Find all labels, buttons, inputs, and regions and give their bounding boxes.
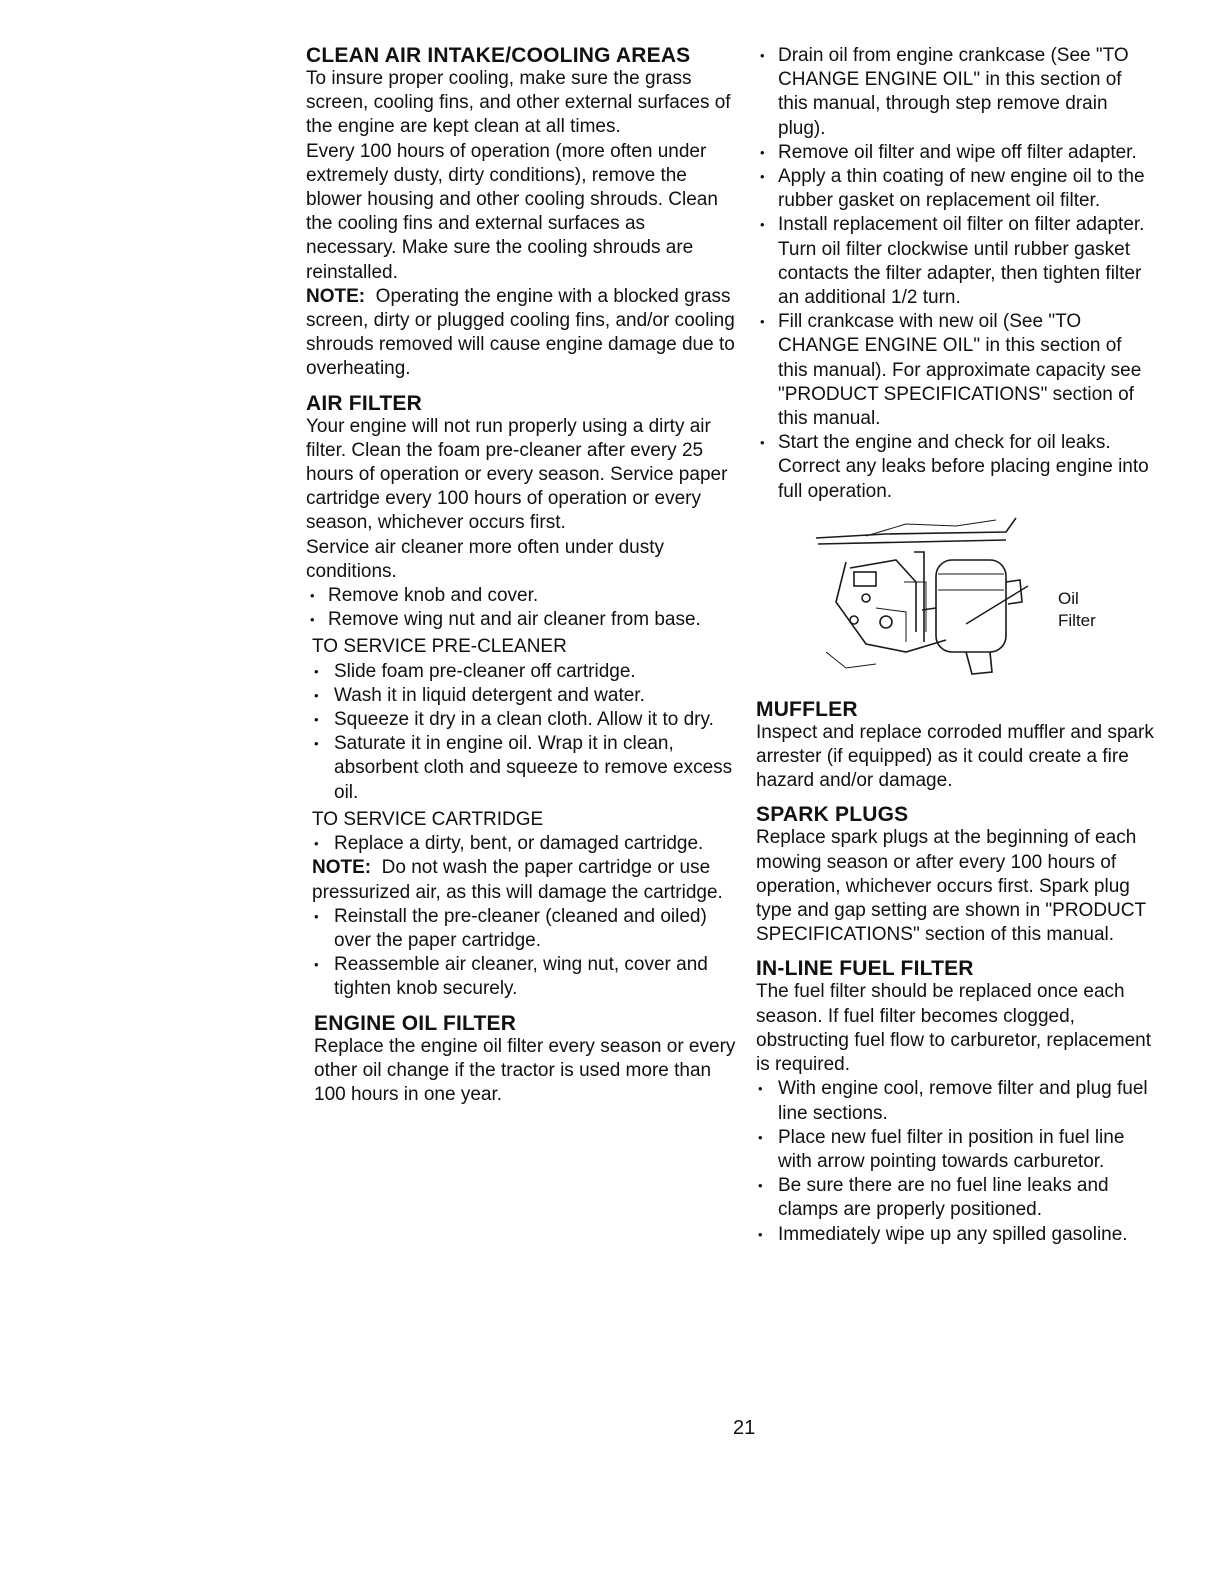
list-item: • Immediately wipe up any spilled gasoline. [750, 1223, 1156, 1247]
list-item: • Apply a thin coating of new engine oil to the rubber gasket on replacement oil filter. [756, 165, 1156, 213]
cartridge-bullets [306, 832, 736, 856]
list-item: • Remove wing nut and air cleaner from base. [306, 608, 736, 632]
air-filter-section [306, 392, 736, 1002]
list-item: • Drain oil from engine crankcase (See "TO CHANGE ENGINE OIL" in this section of this manual, through step remove drain plug). [756, 44, 1156, 141]
figure-label-filter: Filter [1058, 610, 1096, 630]
note-text: Operating the engine with a blocked grass screen, dirty or plugged cooling fins, and/or cooling shrouds removed will cause engine damage due to overheating. [306, 285, 735, 380]
list-item: • Saturate it in engine oil. Wrap it in clean, absorbent cloth and squeeze to remove excess oil. [306, 732, 736, 805]
fuel-filter-heading: IN-LINE FUEL FILTER [756, 957, 974, 981]
list-item: • Squeeze it dry in a clean cloth. Allow it to dry. [306, 708, 736, 732]
list-item: • Be sure there are no fuel line leaks and clamps are properly positioned. [750, 1174, 1156, 1222]
list-item: • With engine cool, remove filter and plug fuel line sections. [750, 1077, 1156, 1125]
list-item: • Remove oil filter and wipe off filter adapter. [756, 141, 1156, 165]
note-label: NOTE: [312, 857, 372, 879]
cartridge-subheading: TO SERVICE CARTRIDGE [312, 808, 544, 830]
clean-air-paragraph-1: To insure proper cooling, make sure the grass screen, cooling fins, and other external surfaces of the engine are kept clean at all times. [306, 68, 731, 138]
air-filter-heading: AIR FILTER [306, 391, 422, 415]
spark-plugs-section [756, 803, 1156, 947]
list-item: • Reassemble air cleaner, wing nut, cover and tighten knob securely. [306, 953, 736, 1001]
note-text: Do not wash the paper cartridge or use pressurized air, as this will damage the cartridge. [312, 857, 723, 903]
oil-filter-illustration [806, 512, 1056, 692]
left-column [306, 44, 736, 1107]
fuel-filter-section [756, 957, 1156, 1246]
air-filter-note [312, 856, 736, 904]
list-item: • Remove knob and cover. [306, 584, 736, 608]
clean-air-note [306, 285, 736, 382]
oil-filter-heading: ENGINE OIL FILTER [314, 1011, 517, 1035]
oil-change-steps [756, 44, 1156, 504]
list-item: • Start the engine and check for oil leaks. Correct any leaks before placing engine into full operation. [756, 431, 1156, 504]
clean-air-paragraph-2: Every 100 hours of operation (more often under extremely dusty, dirty conditions), remove the blower housing and other cooling shrouds. Clean the cooling fins and external surfaces as necessary. Make sure the cooling shrouds are reinstalled. [306, 140, 718, 283]
list-item: • Place new fuel filter in position in fuel line with arrow pointing towards carburetor. [750, 1126, 1156, 1174]
fuel-filter-paragraph: The fuel filter should be replaced once each season. If fuel filter becomes clogged, obstructing fuel flow to carburetor, replacement is required. [756, 981, 1151, 1076]
air-filter-paragraph-1: Your engine will not run properly using a dirty air filter. Clean the foam pre-cleaner after every 25 hours of operation or every season. Service paper cartridge every 100 hours of operation or every season, whichever occurs first. [306, 415, 728, 534]
figure-label-oil: Oil [1058, 588, 1079, 608]
figure-callout [1058, 588, 1096, 632]
note-label: NOTE: [306, 285, 366, 307]
oil-filter-paragraph: Replace the engine oil filter every season or every other oil change if the tractor is used more than 100 hours in one year. [314, 1035, 736, 1105]
spark-plugs-heading: SPARK PLUGS [756, 803, 909, 827]
list-item: • Slide foam pre-cleaner off cartridge. [306, 660, 736, 684]
list-item: • Reinstall the pre-cleaner (cleaned and oiled) over the paper cartridge. [306, 905, 736, 953]
fuel-filter-bullets [750, 1077, 1156, 1246]
clean-air-heading: CLEAN AIR INTAKE/COOLING AREAS [306, 44, 691, 67]
air-filter-bullets [306, 584, 736, 632]
muffler-paragraph: Inspect and replace corroded muffler and spark arrester (if equipped) as it could create a fire hazard and/or damage. [756, 721, 1154, 792]
reassemble-bullets [306, 905, 736, 1002]
list-item: • Wash it in liquid detergent and water. [306, 684, 736, 708]
list-item: • Fill crankcase with new oil (See "TO CHANGE ENGINE OIL" in this section of this manual). For approximate capacity see "PRODUCT SPECIFICATIONS" section of this manual. [756, 310, 1156, 431]
pre-cleaner-bullets [306, 660, 736, 805]
muffler-heading: MUFFLER [756, 697, 858, 721]
page-number: 21 [733, 1417, 756, 1439]
right-column [756, 44, 1156, 1247]
list-item: • Install replacement oil filter on filter adapter. Turn oil filter clockwise until rubber gasket contacts the filter adapter, then tighten filter an additional 1/2 turn. [756, 213, 1156, 310]
air-filter-paragraph-2: Service air cleaner more often under dusty conditions. [306, 536, 665, 582]
clean-air-section [306, 44, 736, 382]
muffler-section [756, 698, 1156, 794]
pre-cleaner-subheading: TO SERVICE PRE-CLEANER [312, 636, 567, 658]
spark-plugs-paragraph: Replace spark plugs at the beginning of each mowing season or after every 100 hours of operation, whichever occurs first. Spark plug type and gap setting are shown in "PRODUCT SPECIFICATIONS" section of this manual. [756, 827, 1146, 946]
oil-filter-section [314, 1012, 736, 1108]
list-item: • Replace a dirty, bent, or damaged cartridge. [306, 832, 736, 856]
oil-filter-figure [756, 512, 1156, 692]
